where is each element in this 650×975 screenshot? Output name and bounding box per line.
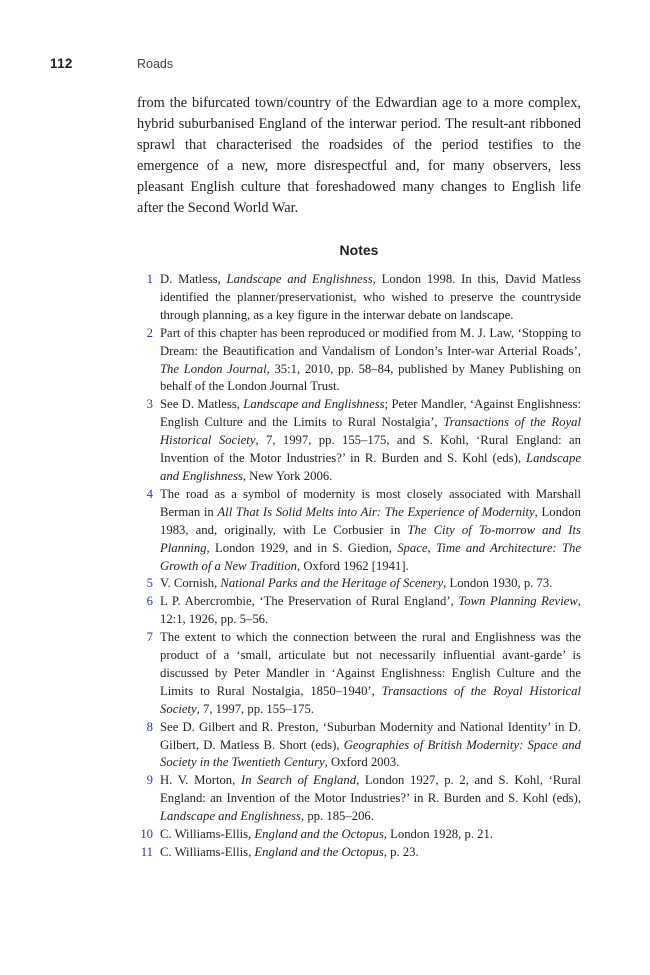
note-text xyxy=(160,773,581,823)
note-number[interactable]: 2 xyxy=(146,325,153,340)
note-italic-title: Landscape and Englishness xyxy=(160,451,581,483)
notes-heading: Notes xyxy=(339,242,379,258)
note-text xyxy=(160,827,493,841)
body-paragraph: from the bifurcated town/country of the Edwardian age to a more complex, hybrid suburbanised England of the interwar period. The result-ant ribboned sprawl that characterised the roadsides of the period testifies to the emergence of a new, more disrespectful and, for many observers, less pleasant English culture that foreshadowed many changes to English life after the Second World War. xyxy=(137,95,581,216)
note-text xyxy=(160,272,581,322)
note-item xyxy=(137,396,581,486)
note-text xyxy=(160,845,419,859)
note-text-segment: , 12:1, 1926, pp. 5–56. xyxy=(160,594,581,627)
note-text-segment: See D. Matless, xyxy=(160,397,244,412)
note-text-segment: , Oxford 1962 [1941]. xyxy=(297,558,409,573)
note-number[interactable]: 7 xyxy=(146,630,153,645)
note-text-segment: , 35:1, 2010, pp. 58–84, published by Maney Publishing on behalf of the London Journal Trust. xyxy=(160,361,581,394)
note-text-segment: , 7, 1997, pp. 155–175. xyxy=(196,701,314,716)
note-text-segment: L P. Abercrombie, ‘The Preservation of Rural England’, xyxy=(160,594,459,609)
note-item xyxy=(137,772,581,826)
note-italic-title: England and the Octopus xyxy=(254,827,384,842)
note-text-segment: , London 1927, p. 2, and S. Kohl, ‘Rural England: an Invention of the Motor Industries?’ in R. Burden and S. Kohl (eds), xyxy=(160,773,581,806)
note-text-segment: , pp. 185–206. xyxy=(300,809,374,824)
note-text xyxy=(160,487,581,573)
note-item xyxy=(137,271,581,325)
note-text-segment: , London 1930, p. 73. xyxy=(443,576,553,591)
note-italic-title: The London Journal xyxy=(160,361,267,376)
note-item xyxy=(137,826,581,844)
note-italic-title: Transactions of the Royal Historical Society xyxy=(160,415,581,448)
note-italic-title: Landscape and Englishness xyxy=(226,272,373,286)
note-text-segment: H. V. Morton, xyxy=(160,773,241,788)
note-text-segment: , London 1929, and in S. Giedion, xyxy=(206,540,398,555)
note-number[interactable]: 4 xyxy=(146,486,153,501)
note-text-segment: Part of this chapter has been reproduced or modified from M. J. Law, ‘Stopping to Dream: the Beautification and Vandalism of London’s Inter-war Arterial Roads’, xyxy=(160,325,581,358)
note-italic-title: National Parks and the Heritage of Scenery xyxy=(220,576,444,591)
note-italic-title: England and the Octopus xyxy=(254,845,384,859)
note-text-segment: , London 1928, p. 21. xyxy=(383,827,494,842)
note-text-segment: ; Peter Mandler, ‘Against Englishness: English Culture and the Limits to Rural Nostalgia’, xyxy=(160,397,581,430)
note-italic-title: Transactions of the Royal Historical Society xyxy=(160,683,581,716)
note-text-segment: , Oxford 2003. xyxy=(324,755,400,770)
note-italic-title: Space, Time and Architecture: The Growth of a New Tradition xyxy=(160,540,581,573)
note-item xyxy=(137,575,581,593)
note-item xyxy=(137,719,581,773)
note-item xyxy=(137,593,581,629)
note-item xyxy=(137,629,581,719)
note-italic-title: In Search of England xyxy=(240,773,357,788)
note-text-segment: V. Cornish, xyxy=(160,576,221,591)
note-item xyxy=(137,325,581,397)
note-text-segment: See D. Gilbert and R. Preston, ‘Suburban Modernity and National Identity’ in D. Gilbert, D. Matless B. Short (eds), xyxy=(160,719,581,752)
note-number[interactable]: 6 xyxy=(146,594,153,609)
note-text xyxy=(160,326,581,394)
note-number[interactable]: 11 xyxy=(140,845,153,859)
note-text-segment: , p. 23. xyxy=(383,845,419,859)
note-text xyxy=(160,576,552,590)
note-text xyxy=(160,594,581,626)
note-text-segment: The road as a symbol of modernity is most closely associated with Marshall Berman in xyxy=(160,486,581,519)
note-text-segment: , 7, 1997, pp. 155–175, and S. Kohl, ‘Rural England: an Invention of the Motor Industries?’ in R. Burden and S. Kohl (eds), xyxy=(160,433,581,466)
note-number[interactable]: 1 xyxy=(146,272,153,286)
note-italic-title: Landscape and Englishness xyxy=(243,397,385,412)
note-number[interactable]: 5 xyxy=(146,576,153,591)
note-text-segment: C. Williams-Ellis, xyxy=(160,827,255,842)
note-italic-title: Town Planning Review xyxy=(458,594,578,609)
running-head: Roads xyxy=(137,57,174,71)
note-text-segment: , London 1983, and, originally, with Le Corbusier in xyxy=(160,504,581,537)
note-italic-title: The City of To-morrow and Its Planning xyxy=(160,522,581,555)
note-italic-title: Landscape and Englishness xyxy=(160,809,301,824)
note-item xyxy=(137,844,581,862)
notes-list xyxy=(137,271,581,862)
note-text-segment: , London 1998. In this, David Matless identified the planner/preservationist, who wished to preserve the countryside through planning, as a key figure in the interwar debate on landscape. xyxy=(160,272,581,322)
note-number[interactable]: 8 xyxy=(146,719,153,734)
note-number[interactable]: 9 xyxy=(146,773,153,788)
note-text-segment: D. Matless, xyxy=(160,272,227,286)
note-text-segment: , New York 2006. xyxy=(242,468,333,483)
note-text xyxy=(160,630,581,716)
note-text xyxy=(160,397,581,483)
note-text xyxy=(160,720,581,770)
note-text-segment: C. Williams-Ellis, xyxy=(160,845,255,859)
note-italic-title: Geographies of British Modernity: Space and Society in the Twentieth Century xyxy=(160,737,581,770)
note-number[interactable]: 10 xyxy=(140,827,153,842)
note-number[interactable]: 3 xyxy=(146,397,153,412)
note-italic-title: All That Is Solid Melts into Air: The Experience of Modernity xyxy=(217,504,535,519)
note-text-segment: The extent to which the connection between the rural and Englishness was the product of a ‘small, articulate but not necessarily influential avant-garde’ is discussed by Peter Mandler in ‘Against Englishness: English Culture and the Limits to Rural Nostalgia, 1850–1940’, xyxy=(160,630,581,698)
page-number: 112 xyxy=(50,56,73,71)
note-item xyxy=(137,486,581,576)
